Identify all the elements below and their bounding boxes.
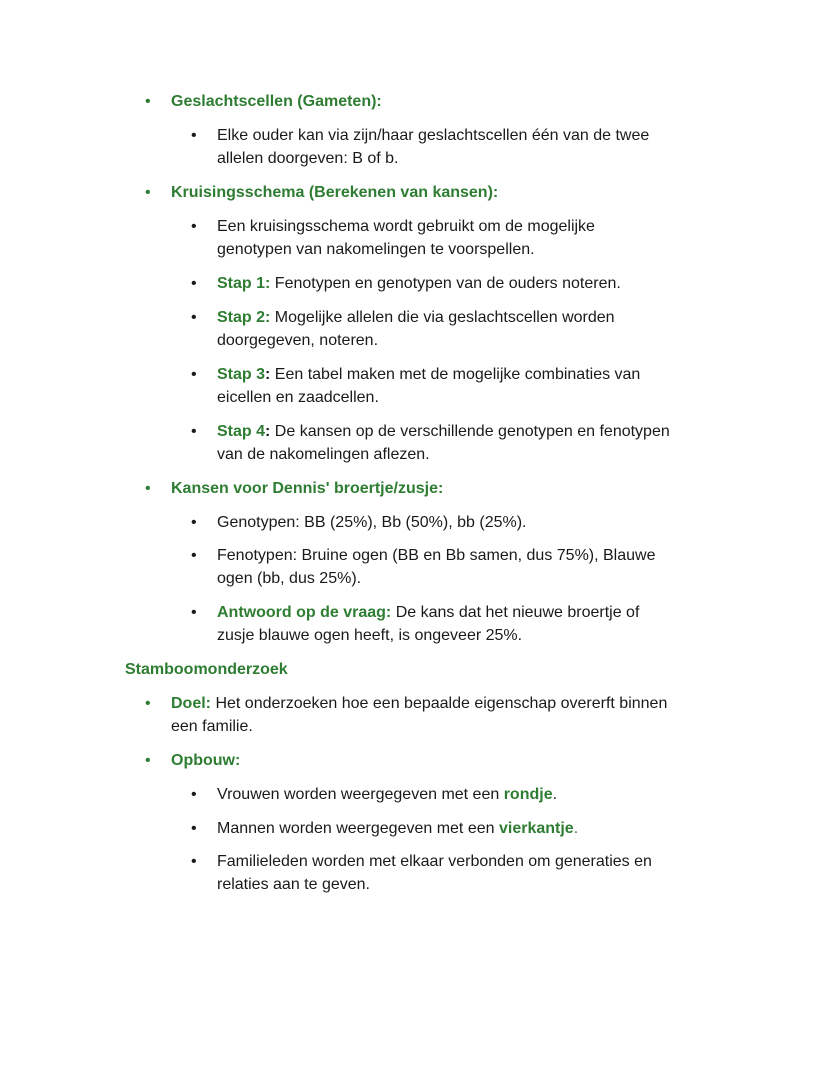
list-item-step-2 xyxy=(217,306,615,329)
opbouw-label: Opbouw: xyxy=(171,752,241,769)
vrouwen-text: Vrouwen worden weergegeven met een xyxy=(217,786,504,803)
bullet-icon: • xyxy=(191,547,197,564)
step-label: Stap 3 xyxy=(217,366,266,383)
list-item-text: Elke ouder kan via zijn/haar geslachtscellen één van de twee xyxy=(217,127,650,144)
step-label: Stap 2: xyxy=(217,309,271,326)
bullet-icon: • xyxy=(191,309,197,326)
bullet-icon: • xyxy=(191,514,197,531)
bullet-icon: • xyxy=(191,218,197,235)
step-text: Mogelijke allelen die via geslachtscellen worden xyxy=(274,309,615,326)
bullet-icon: • xyxy=(191,366,197,383)
list-item-text: Een kruisingsschema wordt gebruikt om de mogelijke xyxy=(217,218,595,235)
antwoord-label: Antwoord op de vraag: xyxy=(217,604,392,621)
bullet-icon: • xyxy=(191,853,197,870)
section-heading-kruising: Kruisingsschema (Berekenen van kansen): xyxy=(171,184,499,201)
rondje-highlight: rondje xyxy=(503,786,553,803)
step-label: Stap 4 xyxy=(217,423,266,440)
list-item-text: Fenotypen: Bruine ogen (BB en Bb samen, dus 75%), Blauwe xyxy=(217,547,656,564)
section-heading-kansen: Kansen voor Dennis' broertje/zusje: xyxy=(171,480,444,497)
step-label: Stap 1: xyxy=(217,275,271,292)
period: . xyxy=(573,820,579,837)
list-item-step-4 xyxy=(217,420,670,443)
list-item-text: ogen (bb, dus 25%). xyxy=(217,570,362,587)
step-text: Fenotypen en genotypen van de ouders noteren. xyxy=(274,275,621,292)
bullet-icon: • xyxy=(191,820,197,837)
step-colon: : xyxy=(265,423,271,440)
doel-label: Doel: xyxy=(171,695,211,712)
doel-text: Het onderzoeken hoe een bepaalde eigenschap overerft binnen xyxy=(215,695,668,712)
list-item-antwoord xyxy=(217,601,639,624)
bullet-icon: • xyxy=(191,275,197,292)
list-item-text: relaties aan te geven. xyxy=(217,876,370,893)
list-item-step-1 xyxy=(217,272,621,295)
list-item-text: genotypen van nakomelingen te voorspellen. xyxy=(217,241,535,258)
step-text: eicellen en zaadcellen. xyxy=(217,389,379,406)
antwoord-text: De kans dat het nieuwe broertje of xyxy=(395,604,640,621)
list-item-step-3 xyxy=(217,363,640,386)
step-text: van de nakomelingen aflezen. xyxy=(217,446,430,463)
step-text: doorgegeven, noteren. xyxy=(217,332,379,349)
step-text: De kansen op de verschillende genotypen en fenotypen xyxy=(274,423,670,440)
doel-text: een familie. xyxy=(171,718,253,735)
bullet-icon: • xyxy=(145,93,151,110)
bullet-icon: • xyxy=(145,695,151,712)
step-text: Een tabel maken met de mogelijke combinaties van xyxy=(274,366,641,383)
list-item-text: allelen doorgeven: B of b. xyxy=(217,150,399,167)
list-item-doel xyxy=(171,692,667,715)
bullet-icon: • xyxy=(145,184,151,201)
bullet-icon: • xyxy=(191,127,197,144)
period: . xyxy=(552,786,558,803)
bullet-icon: • xyxy=(191,786,197,803)
list-item-vrouwen xyxy=(217,783,557,806)
list-item-mannen xyxy=(217,817,578,840)
step-colon: : xyxy=(265,366,271,383)
mannen-text: Mannen worden weergegeven met een xyxy=(217,820,499,837)
bullet-icon: • xyxy=(145,480,151,497)
section-heading-gameten: Geslachtscellen (Gameten): xyxy=(171,93,382,110)
section-heading-stamboom: Stamboomonderzoek xyxy=(125,661,288,678)
list-item-text: Familieleden worden met elkaar verbonden om generaties en xyxy=(217,853,652,870)
antwoord-text: zusje blauwe ogen heeft, is ongeveer 25%. xyxy=(217,627,523,644)
bullet-icon: • xyxy=(145,752,151,769)
bullet-icon: • xyxy=(191,423,197,440)
list-item-text: Genotypen: BB (25%), Bb (50%), bb (25%). xyxy=(217,514,527,531)
bullet-icon: • xyxy=(191,604,197,621)
vierkantje-highlight: vierkantje xyxy=(498,820,574,837)
